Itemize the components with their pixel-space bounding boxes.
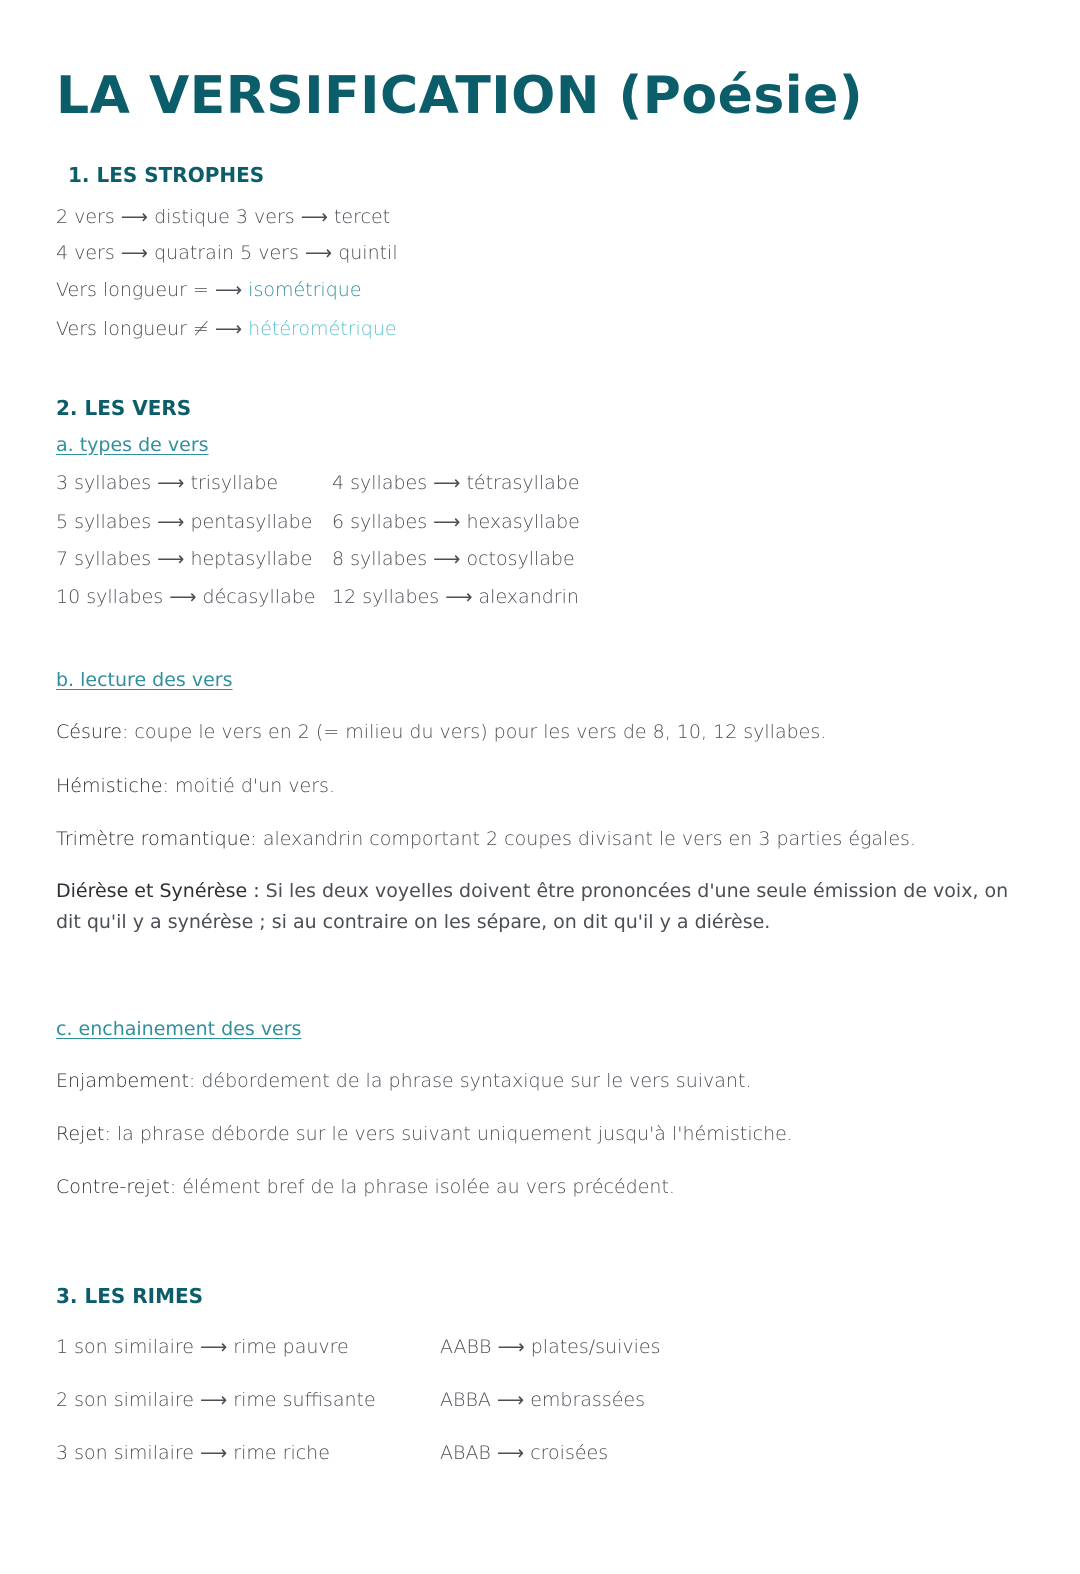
def-rejet: la phrase déborde sur le vers suivant uniquement jusqu'à l'hémistiche. [110,1123,793,1145]
type-vers-left-1: 3 syllabes ⟶ trisyllabe [56,472,279,494]
definition-contre-rejet [56,1176,675,1198]
definition-cesure [56,721,826,743]
term-rejet: Rejet: [56,1123,111,1145]
page-title: LA VERSIFICATION (Poésie) [56,66,864,126]
subsection-types-de-vers: a. types de vers [56,434,209,456]
type-vers-left-4: 10 syllabes ⟶ décasyllabe [56,586,316,608]
strophes-line-2: 4 vers ⟶ quatrain 5 vers ⟶ quintil [56,242,398,264]
term-trimetre: Trimètre romantique: [56,828,257,850]
type-vers-right-3: 8 syllabes ⟶ octosyllabe [332,548,575,570]
heterometrique-prefix: Vers longueur ≠ ⟶ [56,318,249,340]
def-contre-rejet: élément bref de la phrase isolée au vers précédent. [176,1176,675,1198]
section-strophes-heading: 1. LES STROPHES [68,163,265,187]
term-enjambement: Enjambement: [56,1070,196,1092]
type-vers-right-4: 12 syllabes ⟶ alexandrin [332,586,579,608]
subsection-lecture-des-vers: b. lecture des vers [56,669,233,691]
type-vers-right-1: 4 syllabes ⟶ tétrasyllabe [332,472,580,494]
heterometrique-term: hétérométrique [248,318,397,340]
def-dierese: Si les deux voyelles doivent être prononcées d'une seule émission de voix, on dit qu'il y a synérèse ; si au contraire on les sépare, on dit qu'il y a diérèse. [56,880,1009,933]
rime-left-1: 1 son similaire ⟶ rime pauvre [56,1336,349,1358]
strophes-line-1: 2 vers ⟶ distique 3 vers ⟶ tercet [56,206,391,228]
rime-right-1: AABB ⟶ plates/suivies [440,1336,661,1358]
term-contre-rejet: Contre-rejet: [56,1176,177,1198]
section-vers-heading: 2. LES VERS [56,396,192,420]
definition-dierese-synerese [56,876,1016,938]
rime-left-3: 3 son similaire ⟶ rime riche [56,1442,330,1464]
strophes-line-4 [56,318,397,340]
def-hemistiche: moitié d'un vers. [168,775,335,797]
definition-rejet [56,1123,793,1145]
definition-enjambement [56,1070,751,1092]
definition-trimetre [56,828,916,850]
subsection-enchainement-des-vers: c. enchainement des vers [56,1018,302,1040]
definition-hemistiche [56,775,335,797]
def-trimetre: alexandrin comportant 2 coupes divisant le vers en 3 parties égales. [256,828,916,850]
section-rimes-heading: 3. LES RIMES [56,1284,204,1308]
rime-left-2: 2 son similaire ⟶ rime suffisante [56,1389,376,1411]
rime-right-2: ABBA ⟶ embrassées [440,1389,645,1411]
isometrique-prefix: Vers longueur = ⟶ [56,279,249,301]
def-cesure: coupe le vers en 2 (= milieu du vers) pour les vers de 8, 10, 12 syllabes. [128,721,827,743]
type-vers-left-3: 7 syllabes ⟶ heptasyllabe [56,548,313,570]
isometrique-term: isométrique [248,279,362,301]
rime-right-3: ABAB ⟶ croisées [440,1442,609,1464]
type-vers-left-2: 5 syllabes ⟶ pentasyllabe [56,511,313,533]
type-vers-right-2: 6 syllabes ⟶ hexasyllabe [332,511,580,533]
term-dierese: Diérèse et Synérèse : [56,880,260,902]
term-hemistiche: Hémistiche: [56,775,169,797]
strophes-line-3 [56,279,362,301]
term-cesure: Césure: [56,721,129,743]
def-enjambement: débordement de la phrase syntaxique sur le vers suivant. [195,1070,752,1092]
